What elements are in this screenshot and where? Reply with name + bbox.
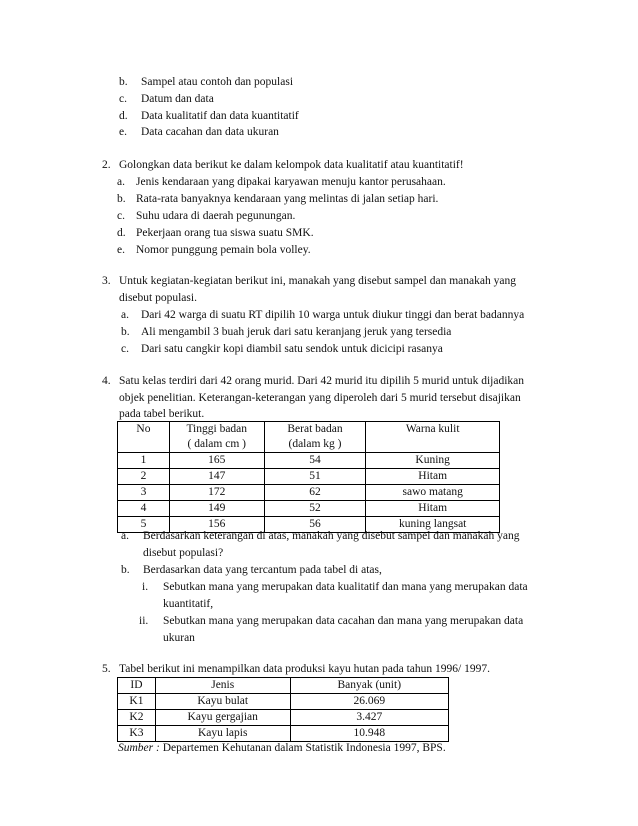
q4-sub-b-i: i. Sebutkan mana yang merupakan data kualitatif dan mana yang merupakan data [142, 581, 528, 593]
q2-item-b: b. Rata-rata banyaknya kendaraan yang melintas di jalan setiap hari. [117, 193, 439, 205]
q2-item-e: e. Nomor punggung pemain bola volley. [117, 244, 311, 256]
q4-sub-a-cont: disebut populasi? [143, 547, 224, 559]
q5-source: Sumber : Departemen Kehutanan dalam Statistik Indonesia 1997, BPS. [118, 742, 446, 754]
wood-production-table [117, 677, 449, 742]
q2-question: 2. Golongkan data berikut ke dalam kelompok data kualitatif atau kuantitatif! [102, 159, 464, 171]
q2-item-a: a. Jenis kendaraan yang dipakai karyawan menuju kantor perusahaan. [117, 176, 446, 188]
table-row: K3 Kayu lapis 10.948 [118, 726, 449, 742]
q1-item-d: d. Data kualitatif dan data kuantitatif [119, 110, 299, 122]
q3-item-a: a. Dari 42 warga di suatu RT dipilih 10 warga untuk diukur tinggi dan berat badannya [121, 309, 525, 321]
student-data-table [117, 421, 500, 533]
table-row: 4 149 52 Hitam [118, 501, 500, 517]
table-row: K1 Kayu bulat 26.069 [118, 694, 449, 710]
q1-item-e: e. Data cacahan dan data ukuran [119, 126, 279, 138]
table-row: 1 165 54 Kuning [118, 453, 500, 469]
q1-item-c: c. Datum dan data [119, 93, 214, 105]
q4-question: 4. Satu kelas terdiri dari 42 orang murid. Dari 42 murid itu dipilih 5 murid untuk dijadikan [102, 375, 524, 387]
q4-question-cont2: pada tabel berikut. [119, 408, 205, 420]
q5-question: 5. Tabel berikut ini menampilkan data produksi kayu hutan pada tahun 1996/ 1997. [102, 663, 490, 675]
header-tinggi: Tinggi badan ( dalam cm ) [169, 422, 264, 453]
q1-item-b: b. Sampel atau contoh dan populasi [119, 76, 294, 88]
q4-sub-a: a. Berdasarkan keterangan di atas, manakah yang disebut sampel dan manakah yang [121, 530, 520, 542]
q3-item-c: c. Dari satu cangkir kopi diambil satu sendok untuk dicicipi rasanya [121, 343, 443, 355]
q2-item-c: c. Suhu udara di daerah pegunungan. [117, 210, 296, 222]
q3-question: 3. Untuk kegiatan-kegiatan berikut ini, manakah yang disebut sampel dan manakah yang [102, 275, 516, 287]
q4-question-cont1: objek penelitian. Keterangan-keterangan yang diperoleh dari 5 murid tersebut disajikan [119, 392, 521, 404]
q4-sub-b-ii: ii. Sebutkan mana yang merupakan data cacahan dan mana yang merupakan data [139, 615, 524, 627]
q4-sub-b-ii-cont: ukuran [163, 632, 195, 644]
table-row: K2 Kayu gergajian 3.427 [118, 710, 449, 726]
table-header-row [118, 422, 500, 453]
q4-sub-b-i-cont: kuantitatif, [163, 598, 214, 610]
table-row: 2 147 51 Hitam [118, 469, 500, 485]
table-row: 5 156 56 kuning langsat [118, 517, 500, 533]
header-no: No [118, 422, 170, 453]
table-header-row: ID Jenis Banyak (unit) [118, 678, 449, 694]
q2-item-d: d. Pekerjaan orang tua siswa suatu SMK. [117, 227, 314, 239]
header-berat: Berat badan (dalam kg ) [264, 422, 366, 453]
q4-sub-b: b. Berdasarkan data yang tercantum pada tabel di atas, [121, 564, 382, 576]
q3-item-b: b. Ali mengambil 3 buah jeruk dari satu keranjang jeruk yang tersedia [121, 326, 452, 338]
q3-question-cont: disebut populasi. [119, 292, 197, 304]
header-warna: Warna kulit [366, 422, 500, 453]
table-row: 3 172 62 sawo matang [118, 485, 500, 501]
